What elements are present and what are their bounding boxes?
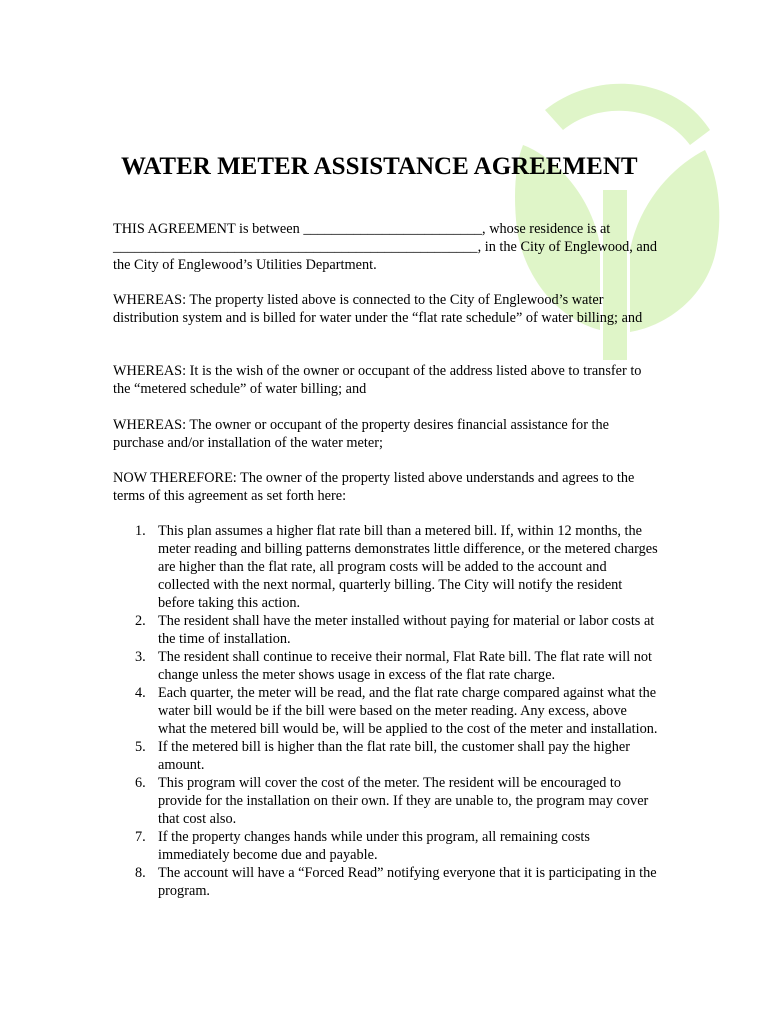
- term-text: Each quarter, the meter will be read, and the flat rate charge compared against what the water bill would be if the bill were based on the meter reading. Any excess, above what the metered bill would be, will be applied to the cost of the meter and installation.: [158, 685, 658, 737]
- whereas-paragraph-1: WHEREAS: The property listed above is connected to the City of Englewood’s water distribution system and is billed for water under the “flat rate schedule” of water billing; and: [113, 292, 643, 326]
- list-item: [113, 684, 658, 738]
- list-item: [113, 522, 658, 612]
- list-item: [113, 738, 658, 774]
- term-number: 2.: [135, 613, 146, 629]
- intro-paragraph: THIS AGREEMENT is between _________________________, whose residence is at ___________________________________________________, in the City of Englewood, and the City of Englewood’s Utilities Department.: [113, 221, 658, 273]
- terms-list: [113, 522, 658, 900]
- whereas-paragraph-2: WHEREAS: It is the wish of the owner or occupant of the address listed above to transfer to the “metered schedule” of water billing; and: [113, 363, 642, 397]
- term-text: If the property changes hands while under this program, all remaining costs immediately become due and payable.: [158, 829, 590, 863]
- term-text: This program will cover the cost of the meter. The resident will be encouraged to provide for the installation on their own. If they are unable to, the program may cover that cost also.: [158, 775, 649, 827]
- list-item: [113, 648, 658, 684]
- term-number: 8.: [135, 865, 146, 881]
- term-number: 7.: [135, 829, 146, 845]
- document-title: WATER METER ASSISTANCE AGREEMENT: [121, 153, 638, 180]
- term-text: The resident shall have the meter installed without paying for material or labor costs at the time of installation.: [158, 613, 655, 647]
- term-number: 6.: [135, 775, 146, 791]
- term-text: The resident shall continue to receive their normal, Flat Rate bill. The flat rate will not change unless the meter shows usage in excess of the flat rate charge.: [158, 649, 653, 683]
- now-therefore-paragraph: NOW THEREFORE: The owner of the property listed above understands and agrees to the terms of this agreement as set forth here:: [113, 470, 635, 504]
- list-item: [113, 864, 658, 900]
- term-text: The account will have a “Forced Read” notifying everyone that it is participating in the program.: [158, 865, 657, 899]
- term-number: 5.: [135, 739, 146, 755]
- term-text: This plan assumes a higher flat rate bill than a metered bill. If, within 12 months, the meter reading and billing patterns demonstrates little difference, or the metered charges are higher than the flat rate, all program costs will be added to the account and collected with the next normal, quarterly billing. The City will notify the resident before taking this action.: [158, 523, 658, 611]
- term-number: 4.: [135, 685, 146, 701]
- whereas-paragraph-3: WHEREAS: The owner or occupant of the property desires financial assistance for the purchase and/or installation of the water meter;: [113, 417, 609, 451]
- term-number: 3.: [135, 649, 146, 665]
- list-item: [113, 612, 658, 648]
- term-number: 1.: [135, 523, 146, 539]
- list-item: [113, 828, 658, 864]
- list-item: [113, 774, 658, 828]
- term-text: If the metered bill is higher than the flat rate bill, the customer shall pay the higher amount.: [158, 739, 631, 773]
